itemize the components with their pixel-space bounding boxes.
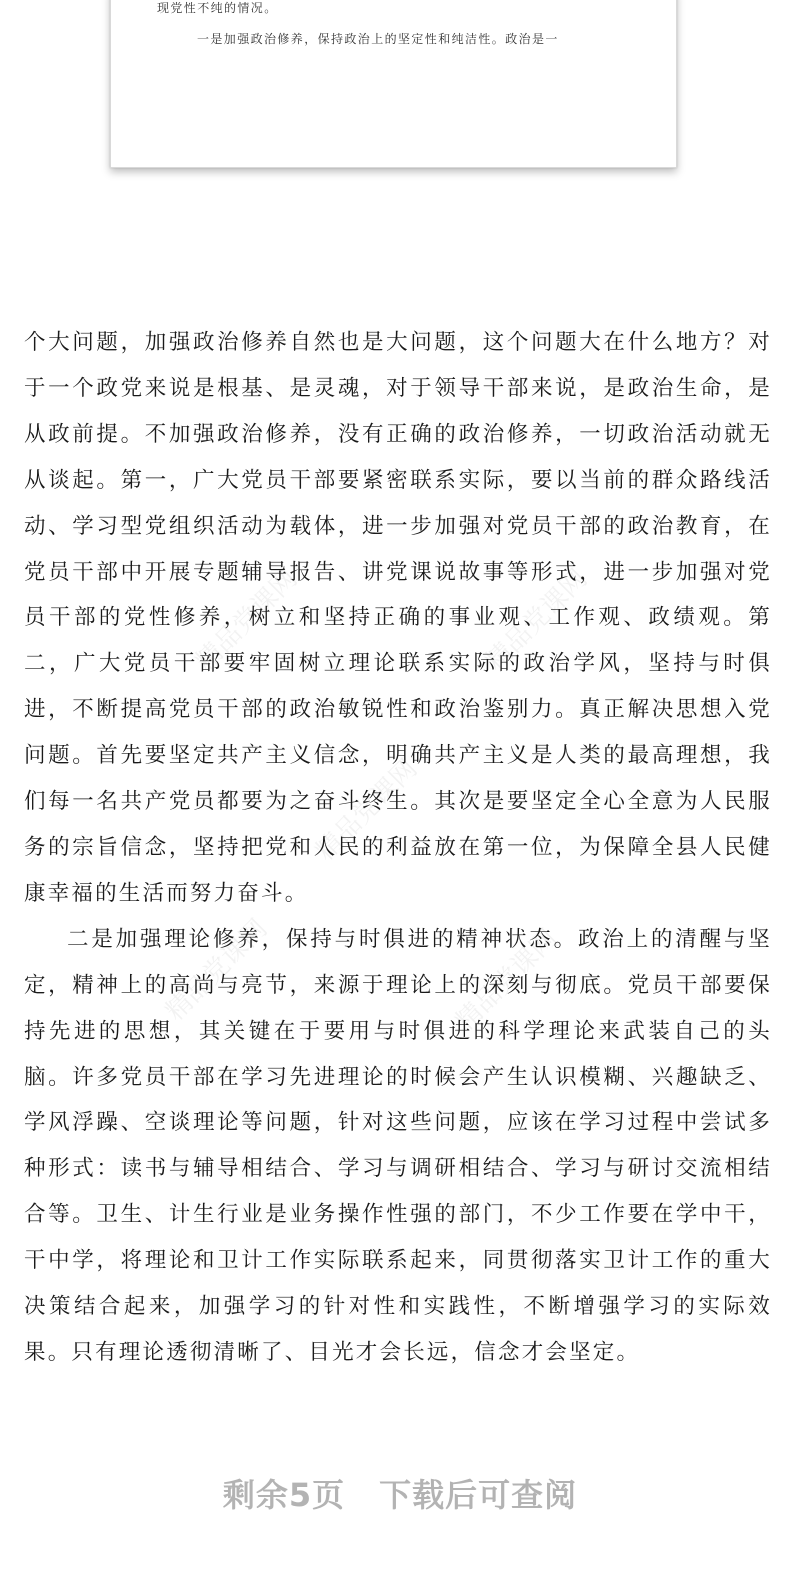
watermark: 精品党课网 (310, 753, 424, 867)
download-to-view-text: 下载后可查阅 (379, 1476, 578, 1514)
remaining-pages-text: 剩余5页 (222, 1476, 346, 1514)
preview-line-1: 现党性不纯的情况。 (157, 1, 278, 15)
body-paragraph-2: 二是加强理论修养，保持与时俱进的精神状态。政治上的清醒与坚定，精神上的高尚与亮节，来源于理论上的深刻与彻底。党员干部要保持先进的思想，其关键在于要用与时俱进的科学理论来武装自己的头脑。许多党员干部在学习先进理论的时候会产生认识模糊、兴趣缺乏、学风浮躁、空谈理论等问题，针对这些问题，应该在学习过程中尝试多种形式：读书与辅导相结合、学习与调研相结合、学习与研讨交流相结合等。卫生、计生行业是业务操作性强的部门，不少工作要在学中干，干中学，将理论和卫计工作实际联系起来，同贯彻落实卫计工作的重大决策结合起来，加强学习的针对性和实践性，不断增强学习的实际效果。只有理论透彻清晰了、目光才会长远，信念才会坚定。 (24, 926, 772, 1365)
download-prompt[interactable] (0, 1470, 800, 1516)
preview-line-2: 一是加强政治修养，保持政治上的坚定性和纯洁性。政治是一 (197, 32, 559, 46)
watermark: 精品党课网 (450, 923, 564, 1037)
body-paragraph-1: 个大问题，加强政治修养自然也是大问题，这个问题大在什么地方？对于一个政党来说是根基、是灵魂，对于领导干部来说，是政治生命，是从政前提。不加强政治修养，没有正确的政治修养，一切政治活动就无从谈起。第一，广大党员干部要紧密联系实际，要以当前的群众路线活动、学习型党组织活动为载体，进一步加强对党员干部的政治教育，在党员干部中开展专题辅导报告、讲党课说故事等形式，进一步加强对党员干部的党性修养，树立和坚持正确的事业观、工作观、政绩观。第二，广大党员干部要牢固树立理论联系实际的政治学风，坚持与时俱进，不断提高党员干部的政治敏锐性和政治鉴别力。真正解决思想入党问题。首先要坚定共产主义信念，明确共产主义是人类的最高理想，我们每一名共产党员都要为之奋斗终生。其次是要坚定全心全意为人民服务的宗旨信念，坚持把党和人民的利益放在第一位，为保障全县人民健康幸福的生活而努力奋斗。 (24, 330, 772, 906)
watermark: 精品党课网 (190, 563, 304, 677)
watermark: 精品党课网 (480, 563, 594, 677)
previous-page-preview (110, 0, 677, 168)
watermark: 精品党课网 (160, 913, 274, 1027)
document-body (24, 320, 772, 1376)
